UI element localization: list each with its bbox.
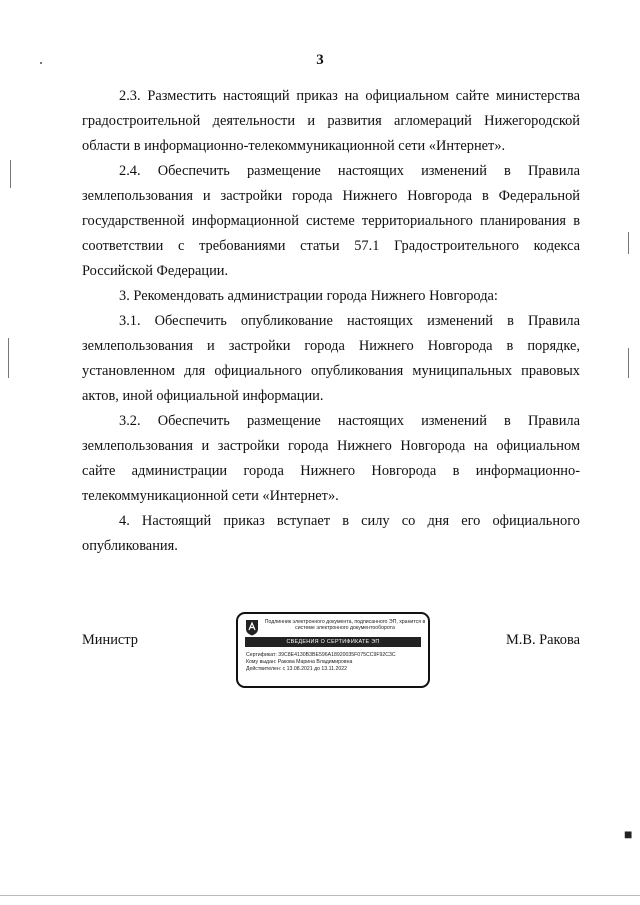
scan-artifact <box>628 232 629 254</box>
certificate-label: Сертификат: <box>246 652 277 658</box>
scan-artifact <box>10 160 11 188</box>
stamp-notice: Подлинник электронного документа, подписанного ЭП, хранится в системе электронного документооборота <box>264 619 426 632</box>
scan-artifact <box>40 62 42 64</box>
scan-artifact <box>628 348 629 378</box>
scan-blot: ■ <box>624 828 633 843</box>
paragraph-4: 4. Настоящий приказ вступает в силу со дня его официального опубликования. <box>82 513 580 554</box>
scan-artifact <box>0 895 640 896</box>
valid-value: с 13.08.2021 до 13.11.2022 <box>282 666 347 672</box>
stamp-band-title: СВЕДЕНИЯ О СЕРТИФИКАТЕ ЭП <box>245 637 421 647</box>
stamp-issued-to-line <box>246 659 352 665</box>
coat-of-arms-icon <box>245 619 259 636</box>
signer-name: М.В. Ракова <box>505 632 580 648</box>
paragraph-3-2: 3.2. Обеспечить размещение настоящих изменений в Правила землепользования и застройки города Нижнего Новгорода на официальном сайте администрации города Нижнего Новгорода в информационно-телекоммуникационной сети «Интернет». <box>82 413 580 504</box>
page-number: 3 <box>316 52 324 68</box>
electronic-signature-stamp <box>236 612 430 688</box>
issued-to-value: Ракова Марина Владимировна <box>277 659 353 665</box>
paragraph-2-4: 2.4. Обеспечить размещение настоящих изменений в Правила землепользования и застройки города Нижнего Новгорода в Федеральной государственной информационной системе территориального планирования в соответствии с требованиями статьи 57.1 Градостроительного кодекса Российской Федерации. <box>82 163 580 279</box>
paragraph-3: 3. Рекомендовать администрации города Нижнего Новгорода: <box>119 288 498 304</box>
paragraph-3-1: 3.1. Обеспечить опубликование настоящих изменений в Правила землепользования и застройки города Нижнего Новгорода в порядке, установленном для официального опубликования муниципальных правовых актов, иной официальной информации. <box>82 313 580 404</box>
issued-to-label: Кому выдан: <box>246 659 277 665</box>
paragraph-2-3: 2.3. Разместить настоящий приказ на официальном сайте министерства градостроительной деятельности и развития агломераций Нижегородской области в информационно-телекоммуникационной сети «Интернет». <box>82 88 580 154</box>
document-body <box>82 84 580 559</box>
scan-artifact <box>8 338 9 378</box>
stamp-valid-line <box>246 666 347 672</box>
stamp-certificate-line <box>246 652 396 658</box>
certificate-value: 39C8E4130B3BE596A18920035F075CC9F92C3C <box>278 652 396 658</box>
signer-role: Министр <box>82 632 138 648</box>
valid-label: Действителен: <box>246 666 282 672</box>
